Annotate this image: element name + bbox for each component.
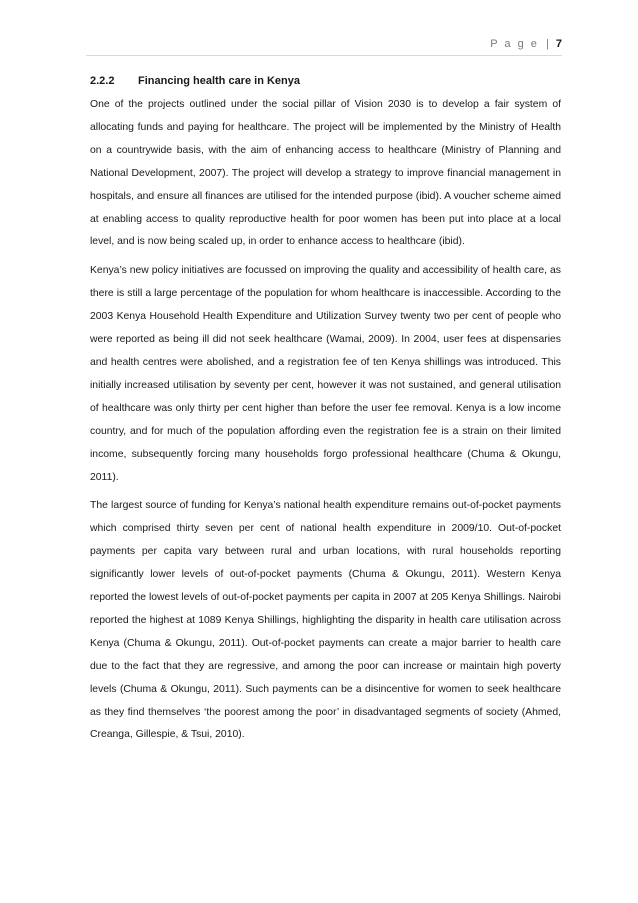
page-number: 7: [555, 38, 562, 50]
page-separator: |: [545, 38, 549, 50]
page-body: [90, 70, 561, 753]
section-heading: [90, 70, 561, 93]
section-title: Financing health care in Kenya: [138, 75, 300, 87]
header-divider: [86, 55, 562, 56]
page-header: [86, 38, 562, 56]
section-number: 2.2.2: [90, 75, 115, 87]
page-label: P a g e: [490, 38, 539, 50]
paragraph-out-of-pocket: The largest source of funding for Kenya’s national health expenditure remains out-of-pocket payments which comprised thirty seven per cent of national health expenditure in 2009/10. Out-of-pocket payments per capita vary between rural and urban locations, with rural households reporting significantly lower levels of out-of-pocket payments (Chuma & Okungu, 2011). Western Kenya reported the lowest levels of out-of-pocket payments per capita in 2007 at 205 Kenya Shillings. Nairobi reported the highest at 1089 Kenya Shillings, highlighting the disparity in health care utilisation across Kenya (Chuma & Okungu, 2011). Out-of-pocket payments can create a major barrier to health care due to the fact that they are regressive, and among the poor can increase or maintain high poverty levels (Chuma & Okungu, 2011). Such payments can be a disincentive for women to seek healthcare as they find themselves ‘the poorest among the poor’ in disadvantaged segments of society (Ahmed, Creanga, Gillespie, & Tsui, 2010).: [90, 500, 561, 741]
paragraph-policy-initiatives: Kenya’s new policy initiatives are focussed on improving the quality and accessibility of health care, as there is still a large percentage of the population for whom healthcare is inaccessible. According to the 2003 Kenya Household Health Expenditure and Utilization Survey twenty two per cent of people who were reported as being ill did not seek healthcare (Wamai, 2009). In 2004, user fees at dispensaries and health centres were abolished, and a registration fee of ten Kenya shillings was introduced. This initially increased utilisation by seventy per cent, however it was not sustained, and general utilisation of healthcare was only thirty per cent higher than before the user fee removal. Kenya is a low income country, and for much of the population affording even the registration fee is a strain on their limited income, subsequently forcing many households forgo professional healthcare (Chuma & Okungu, 2011).: [90, 265, 561, 483]
paragraph-vision-2030: One of the projects outlined under the social pillar of Vision 2030 is to develop a fair system of allocating funds and paying for healthcare. The project will be implemented by the Ministry of Health on a countrywide basis, with the aim of enhancing access to healthcare (Ministry of Planning and National Development, 2007). The project will develop a strategy to improve financial management in hospitals, and ensure all finances are utilised for the intended purpose (ibid). A voucher scheme aimed at enabling access to quality reproductive health for poor women has been put into place at a local level, and is now being scaled up, in order to enhance access to healthcare (ibid).: [90, 99, 561, 248]
